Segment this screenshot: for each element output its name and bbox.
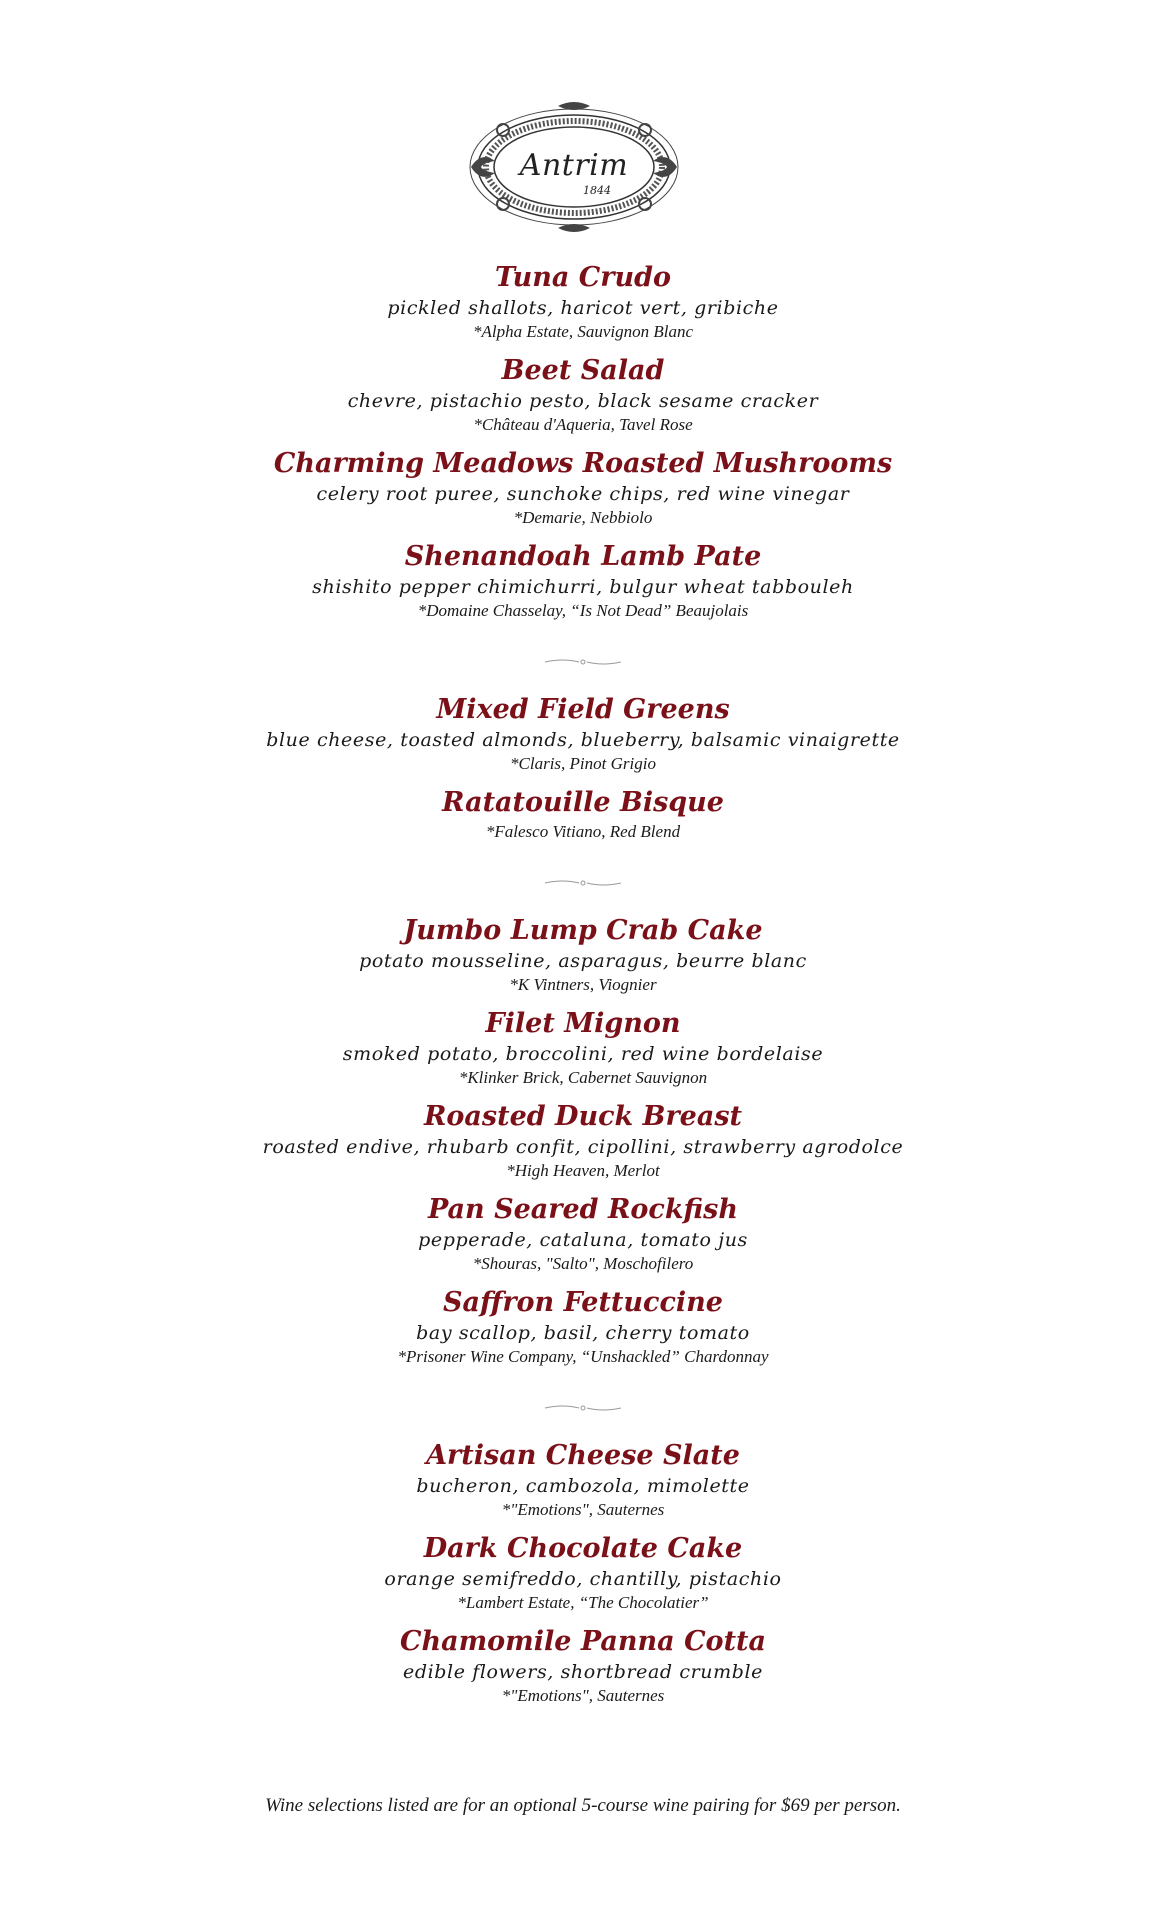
logo-name: Antrim [519, 148, 629, 183]
dish-item [0, 1006, 1166, 1089]
dish-description: edible flowers, shortbread crumble [403, 1661, 763, 1683]
dish-description: orange semifreddo, chantilly, pistachio [384, 1568, 782, 1590]
dish-wine-pairing: *"Emotions", Sauternes [501, 1686, 665, 1705]
logo-year: 1844 [583, 184, 611, 197]
dish-wine-pairing: *Château d'Aqueria, Tavel Rose [473, 415, 693, 434]
flourish-divider-icon [543, 1403, 623, 1413]
dish-name: Chamomile Panna Cotta [399, 1626, 767, 1657]
course-divider [0, 632, 1166, 692]
dish-description: blue cheese, toasted almonds, blueberry, balsamic vinaigrette [266, 729, 900, 751]
dish-wine-pairing: *Lambert Estate, “The Chocolatier” [457, 1593, 709, 1612]
dish-name: Ratatouille Bisque [442, 787, 724, 818]
wine-pairing-note: Wine selections listed are for an optional 5-course wine pairing for $69 per person. [265, 1795, 901, 1816]
dish-name: Pan Seared Rockfish [427, 1194, 738, 1225]
dish-item [0, 353, 1166, 436]
dish-item [0, 913, 1166, 996]
course-third [0, 913, 1166, 1368]
dish-name: Roasted Duck Breast [423, 1101, 743, 1132]
course-second [0, 692, 1166, 843]
dish-name: Saffron Fettuccine [443, 1287, 723, 1318]
dish-item [0, 1192, 1166, 1275]
dish-wine-pairing: *Domaine Chasselay, “Is Not Dead” Beaujolais [417, 601, 749, 620]
dish-description: roasted endive, rhubarb confit, cipollini, strawberry agrodolce [262, 1136, 904, 1158]
dish-name: Dark Chocolate Cake [423, 1533, 743, 1564]
dish-description: potato mousseline, asparagus, beurre blanc [359, 950, 807, 972]
dish-name: Artisan Cheese Slate [426, 1440, 740, 1471]
dish-name: Mixed Field Greens [436, 694, 730, 725]
dish-item [0, 1285, 1166, 1368]
dish-description: celery root puree, sunchoke chips, red wine vinegar [316, 483, 850, 505]
dish-description: pepperade, cataluna, tomato jus [418, 1229, 748, 1251]
dish-wine-pairing: *Klinker Brick, Cabernet Sauvignon [458, 1068, 708, 1087]
dish-wine-pairing: *High Heaven, Merlot [506, 1161, 660, 1180]
flourish-divider-icon [543, 878, 623, 888]
dish-wine-pairing: *Demarie, Nebbiolo [513, 508, 653, 527]
course-dessert [0, 1438, 1166, 1707]
menu-list [0, 260, 1166, 1717]
dish-description: shishito pepper chimichurri, bulgur wheat tabbouleh [312, 576, 854, 598]
flourish-divider-icon [543, 657, 623, 667]
dish-item [0, 260, 1166, 343]
dish-name: Beet Salad [501, 355, 665, 386]
dish-item [0, 1624, 1166, 1707]
dish-name: Filet Mignon [485, 1008, 681, 1039]
course-first [0, 260, 1166, 622]
dish-item [0, 785, 1166, 843]
dish-wine-pairing: *K Vintners, Viognier [509, 975, 657, 994]
dish-wine-pairing: *Falesco Vitiano, Red Blend [485, 822, 681, 841]
dish-description: pickled shallots, haricot vert, gribiche [387, 297, 779, 319]
dish-item [0, 539, 1166, 622]
dish-description: chevre, pistachio pesto, black sesame cracker [347, 390, 819, 412]
dish-item [0, 1099, 1166, 1182]
dish-wine-pairing: *Alpha Estate, Sauvignon Blanc [472, 322, 694, 341]
dish-item [0, 446, 1166, 529]
dish-name: Jumbo Lump Crab Cake [403, 915, 763, 946]
dish-description: bucheron, cambozola, mimolette [416, 1475, 750, 1497]
dish-description: bay scallop, basil, cherry tomato [416, 1322, 750, 1344]
dish-item [0, 1438, 1166, 1521]
dish-name: Shenandoah Lamb Pate [404, 541, 762, 572]
dish-name: Tuna Crudo [494, 262, 671, 293]
dish-wine-pairing: *Claris, Pinot Grigio [510, 754, 656, 773]
antrim-logo [463, 100, 685, 234]
dish-wine-pairing: *"Emotions", Sauternes [501, 1500, 665, 1519]
course-divider [0, 853, 1166, 913]
dish-item [0, 1531, 1166, 1614]
course-divider [0, 1378, 1166, 1438]
dish-description: smoked potato, broccolini, red wine bordelaise [342, 1043, 824, 1065]
dish-item [0, 692, 1166, 775]
dish-wine-pairing: *Shouras, "Salto", Moschofilero [472, 1254, 694, 1273]
dish-wine-pairing: *Prisoner Wine Company, “Unshackled” Chardonnay [397, 1347, 769, 1366]
dish-name: Charming Meadows Roasted Mushrooms [273, 448, 893, 479]
